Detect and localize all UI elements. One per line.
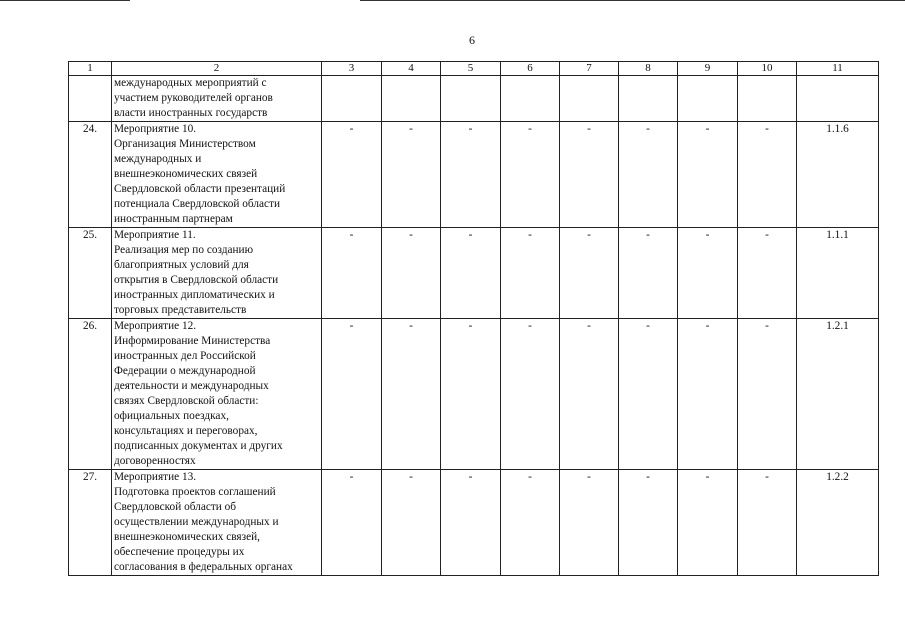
measure-description: Мероприятие 13. Подготовка проектов соглашений Свердловской области об осуществлении международных и внешнеэкономических связей, обеспечение процедуры их согласования в федеральных органах <box>112 470 322 576</box>
year-value-cell: - <box>441 122 501 228</box>
year-value-cell: - <box>501 470 560 576</box>
target-indicator-code: 1.1.1 <box>797 228 879 319</box>
table-row <box>69 122 879 228</box>
year-value-cell <box>322 76 382 122</box>
year-value-cell: - <box>441 228 501 319</box>
year-value-cell: - <box>738 122 797 228</box>
top-edge-line-right <box>360 0 905 1</box>
year-value-cell: - <box>619 122 678 228</box>
measure-description: Мероприятие 12. Информирование Министерства иностранных дел Российской Федерации о международной деятельности и международных связях Свердловской области: официальных поездках, консультациях и переговорах, подписанных документах и других договоренностях <box>112 319 322 470</box>
column-header-11: 11 <box>797 62 879 76</box>
year-value-cell: - <box>738 470 797 576</box>
table-body <box>69 76 879 576</box>
year-value-cell: - <box>322 122 382 228</box>
row-number: 25. <box>69 228 112 319</box>
column-header-6: 6 <box>501 62 560 76</box>
year-value-cell <box>678 76 738 122</box>
year-value-cell: - <box>382 319 441 470</box>
column-header-8: 8 <box>619 62 678 76</box>
year-value-cell <box>441 76 501 122</box>
year-value-cell <box>382 76 441 122</box>
year-value-cell <box>501 76 560 122</box>
top-edge-line-left <box>0 0 130 1</box>
measure-description: Мероприятие 11. Реализация мер по созданию благоприятных условий для открытия в Свердловской области иностранных дипломатических и торговых представительств <box>112 228 322 319</box>
year-value-cell <box>560 76 619 122</box>
column-header-1: 1 <box>69 62 112 76</box>
year-value-cell: - <box>501 228 560 319</box>
year-value-cell: - <box>619 228 678 319</box>
table-row <box>69 76 879 122</box>
column-header-10: 10 <box>738 62 797 76</box>
year-value-cell: - <box>560 122 619 228</box>
target-indicator-code: 1.2.1 <box>797 319 879 470</box>
table-row <box>69 319 879 470</box>
year-value-cell: - <box>322 228 382 319</box>
column-header-4: 4 <box>382 62 441 76</box>
target-indicator-code: 1.2.2 <box>797 470 879 576</box>
column-header-9: 9 <box>678 62 738 76</box>
row-number: 26. <box>69 319 112 470</box>
column-header-3: 3 <box>322 62 382 76</box>
year-value-cell: - <box>678 122 738 228</box>
year-value-cell <box>738 76 797 122</box>
year-value-cell: - <box>738 228 797 319</box>
year-value-cell: - <box>441 319 501 470</box>
year-value-cell: - <box>322 319 382 470</box>
year-value-cell: - <box>560 228 619 319</box>
measure-description: международных мероприятий с участием руководителей органов власти иностранных государств <box>112 76 322 122</box>
year-value-cell: - <box>619 319 678 470</box>
year-value-cell: - <box>678 319 738 470</box>
row-number <box>69 76 112 122</box>
target-indicator-code: 1.1.6 <box>797 122 879 228</box>
year-value-cell: - <box>560 319 619 470</box>
year-value-cell: - <box>382 228 441 319</box>
row-number: 27. <box>69 470 112 576</box>
year-value-cell: - <box>678 228 738 319</box>
year-value-cell: - <box>560 470 619 576</box>
table-header-row <box>69 62 879 76</box>
column-header-2: 2 <box>112 62 322 76</box>
year-value-cell: - <box>501 319 560 470</box>
year-value-cell: - <box>678 470 738 576</box>
year-value-cell: - <box>619 470 678 576</box>
year-value-cell: - <box>382 470 441 576</box>
row-number: 24. <box>69 122 112 228</box>
year-value-cell: - <box>501 122 560 228</box>
measure-description: Мероприятие 10. Организация Министерством международных и внешнеэкономических связей Свердловской области презентаций потенциала Свердловской области иностранным партнерам <box>112 122 322 228</box>
year-value-cell: - <box>322 470 382 576</box>
column-header-5: 5 <box>441 62 501 76</box>
year-value-cell <box>619 76 678 122</box>
table-row <box>69 470 879 576</box>
column-header-7: 7 <box>560 62 619 76</box>
year-value-cell: - <box>738 319 797 470</box>
table-row <box>69 228 879 319</box>
page-number: 6 <box>469 33 475 47</box>
year-value-cell: - <box>441 470 501 576</box>
target-indicator-code <box>797 76 879 122</box>
year-value-cell: - <box>382 122 441 228</box>
measures-table <box>68 61 879 576</box>
